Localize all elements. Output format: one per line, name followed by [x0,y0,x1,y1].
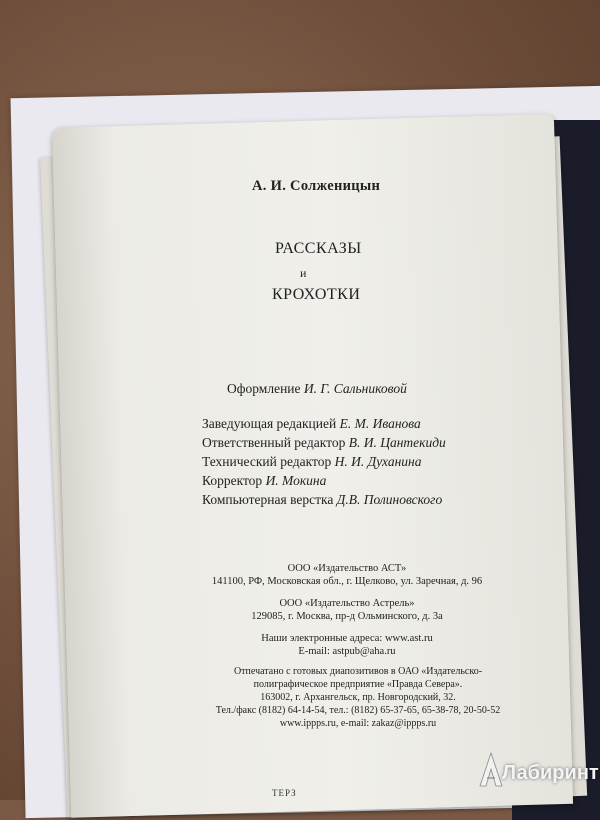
website-line: Наши электронные адреса: www.ast.ru [261,633,433,644]
credit-role: Ответственный редактор [202,435,346,450]
title-first: РАССКАЗЫ [275,240,362,257]
credit-role: Корректор [202,473,266,488]
bottom-partial-text: ТЕРЗ [272,788,297,798]
publisher-contacts [182,632,512,658]
email-line: E-mail: astpub@aha.ru [298,646,396,657]
title-conjunction: и [300,266,307,280]
credit-role: Компьютерная верстка [202,492,334,507]
credit-line [202,490,446,509]
printing-line: www.ippps.ru, e-mail: zakaz@ippps.ru [279,718,437,729]
credit-role: Технический редактор [202,454,332,469]
credit-name: Н. И. Духанина [334,454,422,469]
publisher-block-ast [182,562,512,588]
printing-line: 163002, г. Архангельск, пр. Новгородский, 32. [260,692,456,703]
printing-info [168,665,548,730]
publisher-address: 141100, РФ, Московская обл., г. Щелково, ул. Заречная, д. 96 [211,576,483,587]
credit-line [202,471,446,490]
publisher-block-astrel [182,597,512,623]
credit-role: Заведующая редакцией [202,416,337,431]
watermark-text: Лабиринт [502,762,599,784]
credit-name: Д.В. Полиновского [336,492,443,507]
credits-list [202,414,446,509]
printing-line: полиграфическое предприятие «Правда Севера». [253,679,463,690]
credit-line [202,452,446,471]
printing-line: Отпечатано с готовых диапозитивов в ОАО «Издательско- [233,666,483,677]
credit-line [202,433,446,452]
labirint-logo-icon [478,752,504,788]
credit-name: В. И. Цантекиди [348,435,446,450]
printing-line: Тел./факс (8182) 64-14-54, тел.: (8182) 65-37-65, 65-38-78, 20-50-52 [215,705,501,716]
design-label: Оформление [227,381,301,396]
title-second: КРОХОТКИ [272,286,361,303]
credit-name: Е. М. Иванова [339,416,421,431]
publisher-name: ООО «Издательство Астрель» [279,598,415,609]
author-name: А. И. Солженицын [252,178,381,194]
publisher-address: 129085, г. Москва, пр-д Ольминского, д. 3а [251,611,443,622]
credit-name: И. Мокина [265,473,327,488]
design-name: И. Г. Сальниковой [303,381,407,396]
design-credit [227,381,407,397]
credit-line [202,414,446,433]
publisher-name: ООО «Издательство АСТ» [287,563,407,574]
watermark [478,752,598,792]
